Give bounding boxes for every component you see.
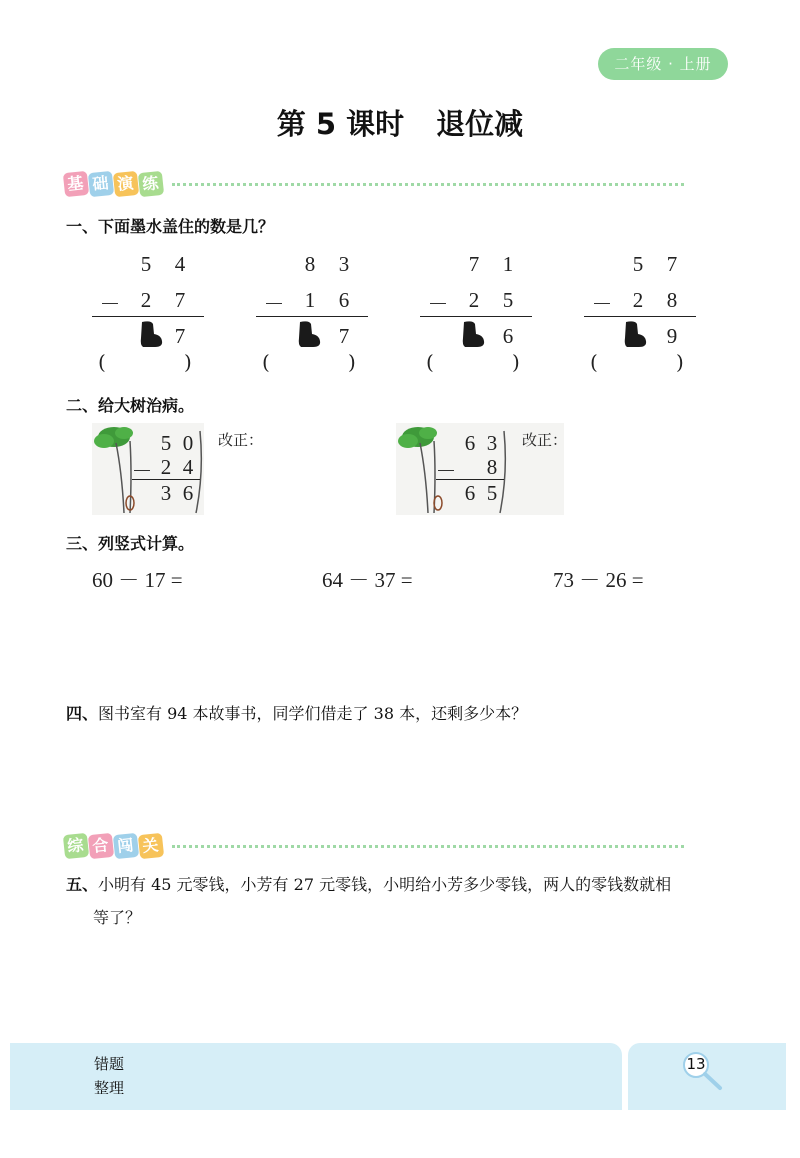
sum-line [584,316,696,317]
tag-char: 关 [138,833,164,859]
section-tag-basic [64,172,164,196]
tree-sum-line [436,479,504,480]
minus-sign: － [99,292,121,316]
sum-line [256,316,368,317]
result-digit: 7 [338,324,350,348]
tree-top-digit: 5 [160,431,172,455]
tag-char: 练 [138,171,164,197]
sum-line [92,316,204,317]
bottom-digit: 2 [468,288,480,312]
q5-text-line2: 等了？ [93,908,142,927]
page-number: 13 [686,1055,706,1073]
q5-number: 五、 [66,875,99,894]
page-title [0,102,800,143]
q1-problem-3 [420,250,532,380]
minus-sign: － [591,292,613,316]
correction-label: 改正： [218,431,264,449]
q4-text: 图书室有 94 本故事书，同学们借走了 38 本，还剩多少本？ [98,704,528,723]
q2-title: 二、给大树治病。 [66,396,195,415]
result-digit: 6 [502,324,514,348]
answer-open-paren: ( [98,350,106,374]
top-digit: 8 [304,252,316,276]
footer-label-line1: 错题 [94,1055,125,1073]
tree-top-digit: 0 [182,431,194,455]
tree-minus: － [131,459,153,483]
equation-1: 60 － 17 = [92,568,183,592]
correction-label: 改正： [522,431,568,449]
q4-number: 四、 [66,704,99,723]
tree-result-digit: 3 [160,481,172,505]
lesson-number: 第 5 课时 [276,107,405,141]
footer-label-line2: 整理 [94,1079,125,1097]
section-divider-combined [172,845,684,848]
tag-char: 合 [88,833,114,859]
tree-minus: － [435,459,457,483]
bottom-digit: 6 [338,288,350,312]
grade-badge: 二年级 · 上册 [598,48,728,80]
tree-result-digit: 5 [486,481,498,505]
tag-char: 基 [63,171,89,197]
top-digit: 3 [338,252,350,276]
result-digit: 7 [174,324,186,348]
section-divider-basic [172,183,684,186]
bottom-digit: 1 [304,288,316,312]
q3-title: 三、列竖式计算。 [66,534,195,553]
tag-char: 础 [88,171,114,197]
answer-open-paren: ( [426,350,434,374]
answer-close-paren: ) [676,350,684,374]
bottom-digit: 5 [502,288,514,312]
section-tag-combined [64,834,164,858]
answer-close-paren: ) [184,350,192,374]
result-digit: 9 [666,324,678,348]
top-digit: 1 [502,252,514,276]
top-digit: 7 [468,252,480,276]
tree-top-digit: 3 [486,431,498,455]
top-digit: 5 [632,252,644,276]
tree-result-digit: 6 [464,481,476,505]
bottom-digit: 2 [632,288,644,312]
tree-sum-line [132,479,200,480]
q1-problem-4 [584,250,696,380]
ink-blot-icon [296,320,322,348]
q5-question [66,872,746,895]
answer-close-paren: ) [348,350,356,374]
q1-title: 一、下面墨水盖住的数是几？ [66,217,275,236]
equation-3: 73 － 26 = [553,568,644,592]
ink-blot-icon [460,320,486,348]
answer-close-paren: ) [512,350,520,374]
top-digit: 5 [140,252,152,276]
sum-line [420,316,532,317]
lesson-topic: 退位减 [436,107,524,141]
tree-bottom-digit: 4 [182,455,194,479]
tree-bottom-digit: 8 [486,455,498,479]
top-digit: 4 [174,252,186,276]
q1-problem-1 [92,250,204,380]
tag-char: 演 [113,171,139,197]
ink-blot-icon [622,320,648,348]
q5-text-line1: 小明有 45 元零钱，小芳有 27 元零钱，小明给小芳多少零钱，两人的零钱数就相 [98,875,672,894]
bottom-digit: 8 [666,288,678,312]
tree-bottom-digit: 2 [160,455,172,479]
tag-char: 综 [63,833,89,859]
answer-open-paren: ( [262,350,270,374]
q2-tree-2 [396,423,576,515]
bottom-digit: 2 [140,288,152,312]
answer-open-paren: ( [590,350,598,374]
tree-top-digit: 6 [464,431,476,455]
tag-char: 闯 [113,833,139,859]
tree-result-digit: 6 [182,481,194,505]
minus-sign: － [427,292,449,316]
ink-blot-icon [138,320,164,348]
q4-question [66,701,527,724]
minus-sign: － [263,292,285,316]
top-digit: 7 [666,252,678,276]
bottom-digit: 7 [174,288,186,312]
equation-2: 64 － 37 = [322,568,413,592]
q1-problem-2 [256,250,368,380]
